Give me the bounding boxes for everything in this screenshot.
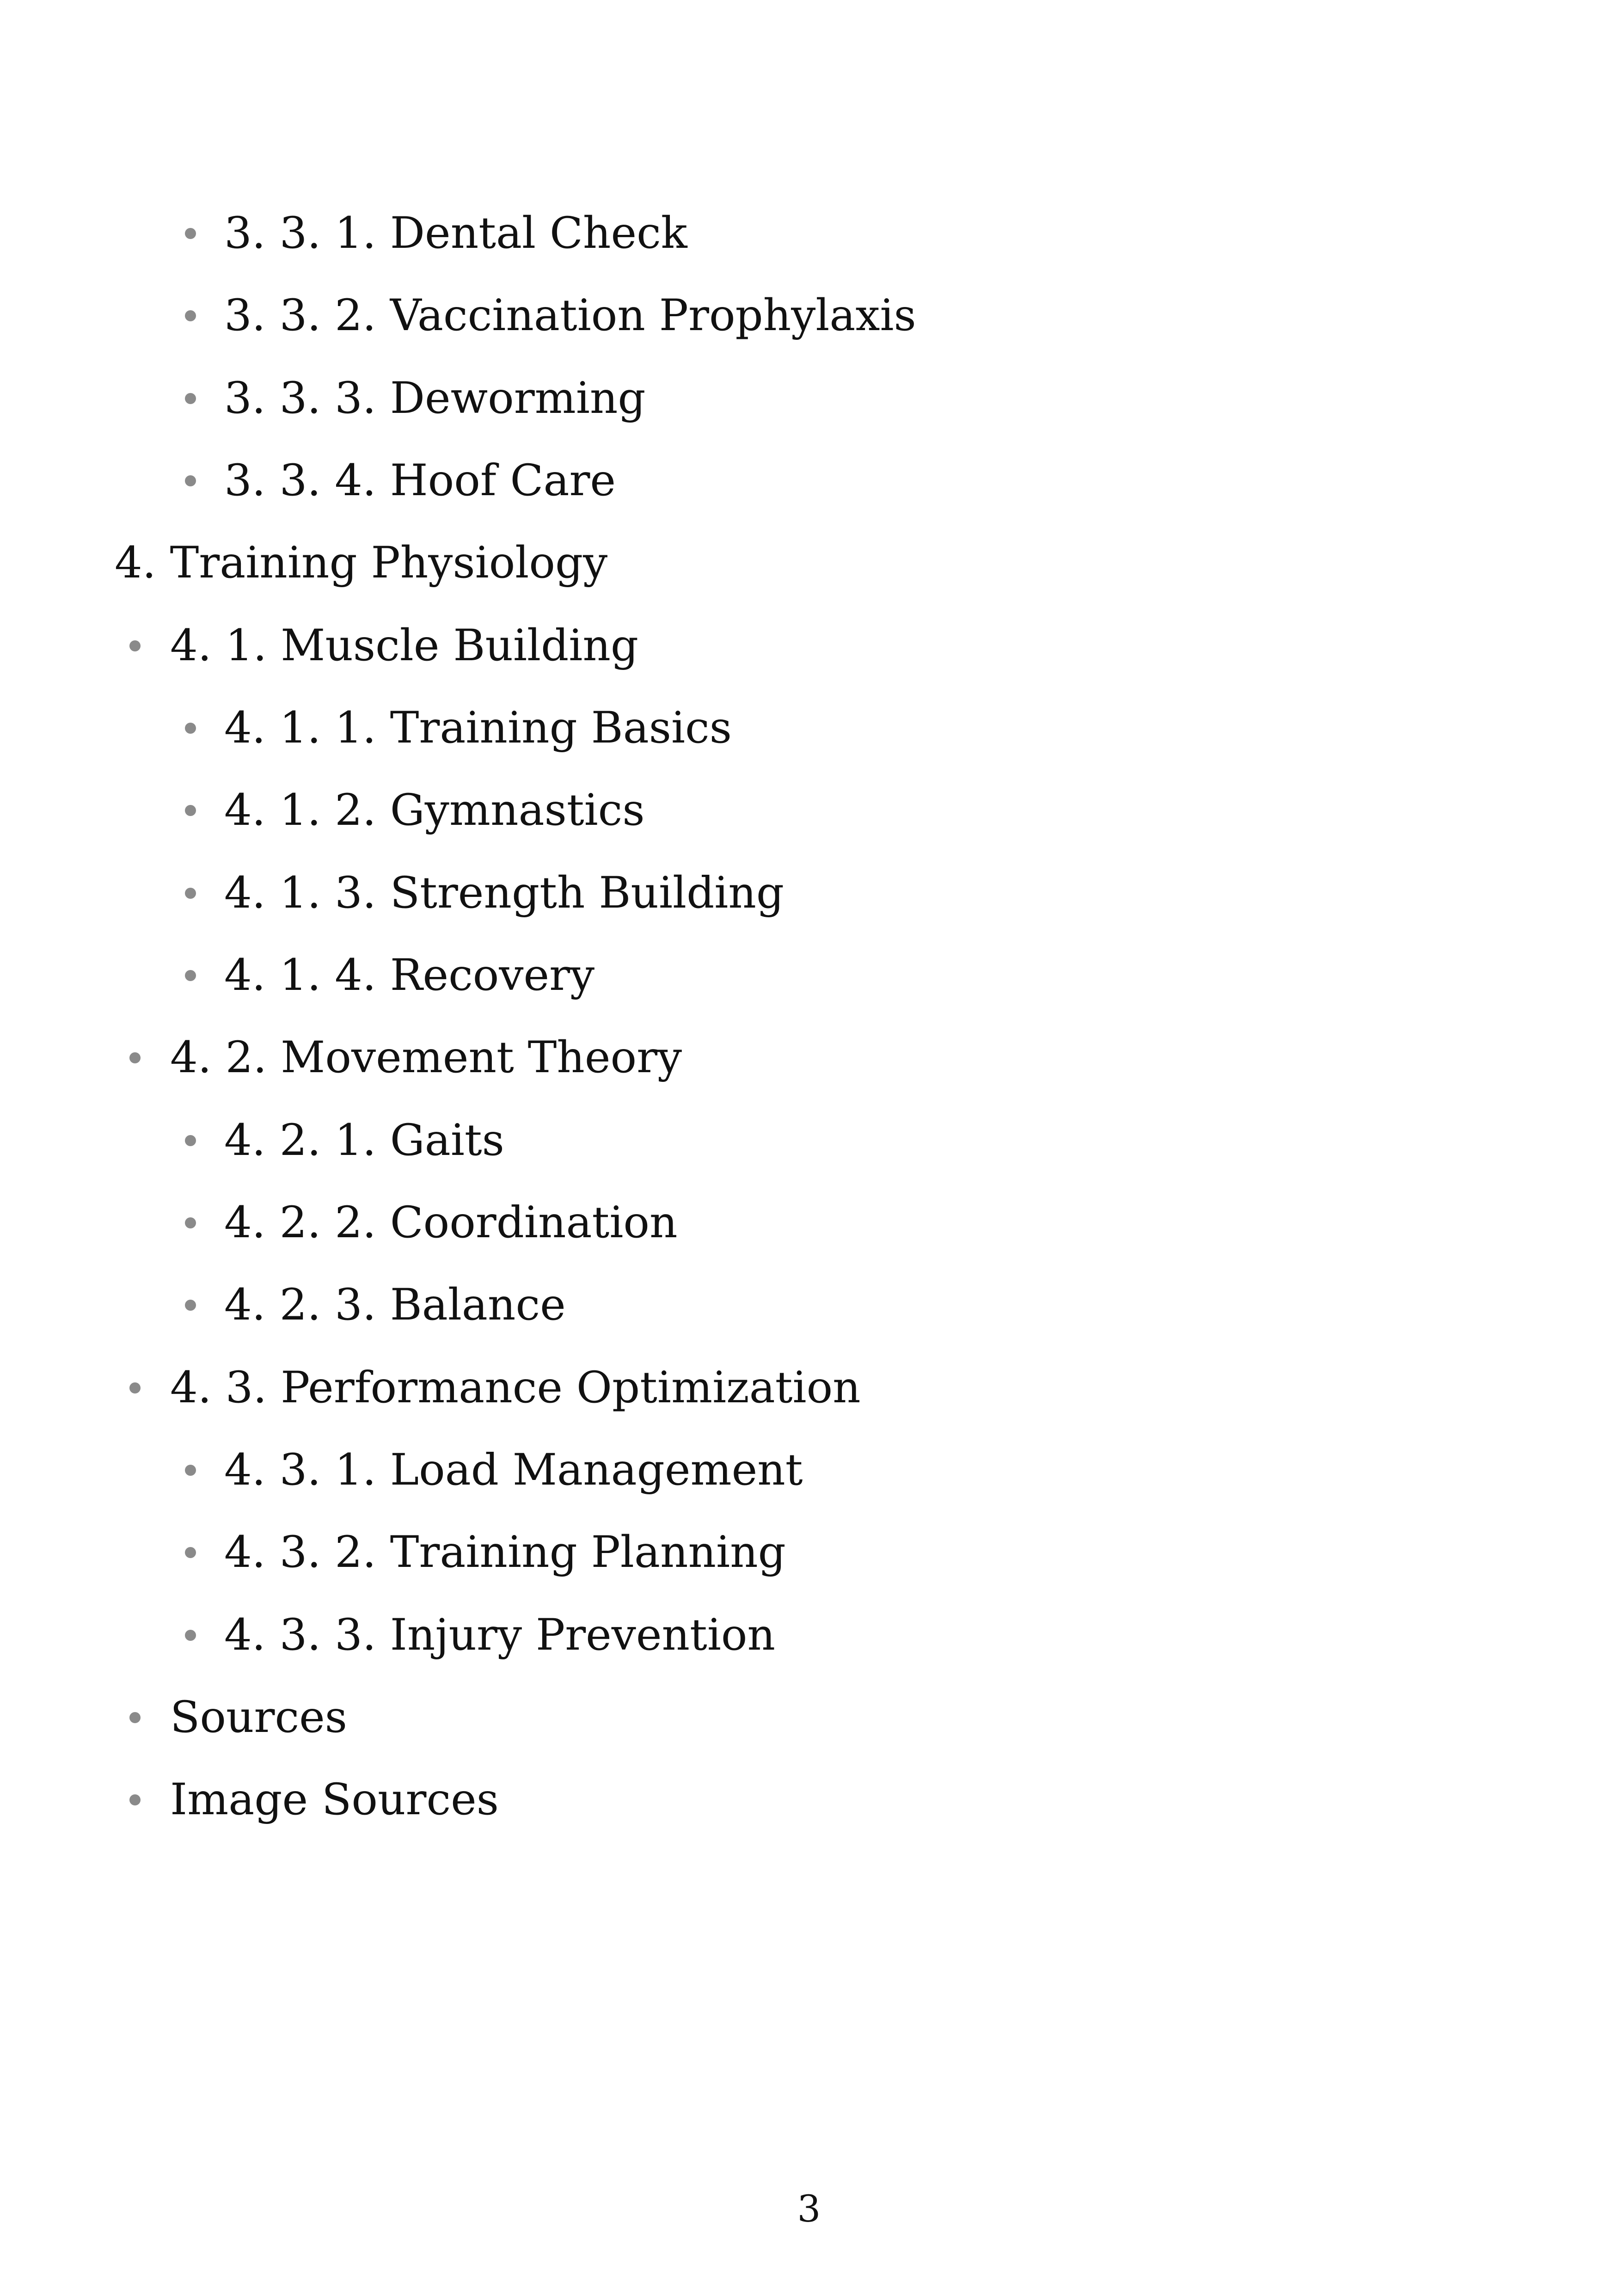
toc-entry-label: 4. 1. 2. Gymnastics <box>224 785 645 835</box>
toc-entry-4-3-2[interactable] <box>224 1527 786 1578</box>
toc-entry-3-3-4[interactable] <box>224 455 616 506</box>
toc-entry-label: 4. 2. 3. Balance <box>224 1280 566 1330</box>
bullet-icon <box>185 1465 196 1476</box>
toc-entry-image-sources[interactable] <box>170 1774 499 1825</box>
bullet-icon <box>129 1052 141 1063</box>
bullet-icon <box>185 970 196 981</box>
bullet-icon <box>129 640 141 651</box>
toc-entry-4-2-1[interactable] <box>224 1115 504 1166</box>
toc-entry-4-2-3[interactable] <box>224 1280 566 1330</box>
bullet-icon <box>129 1794 141 1805</box>
toc-entry-4-1[interactable] <box>170 620 639 671</box>
toc-entry-4-3[interactable] <box>170 1363 861 1413</box>
toc-entry-label: 4. 3. Performance Optimization <box>170 1363 861 1413</box>
toc-entry-label: 3. 3. 3. Deworming <box>224 373 646 424</box>
page-number: 3 <box>797 2187 821 2230</box>
toc-entry-label: 4. 1. 3. Strength Building <box>224 868 784 918</box>
toc-entry-4-1-2[interactable] <box>224 785 645 835</box>
bullet-icon <box>129 1712 141 1723</box>
bullet-icon <box>185 1217 196 1228</box>
bullet-icon <box>185 805 196 816</box>
toc-entry-sources[interactable] <box>170 1692 347 1743</box>
toc-entry-3-3-1[interactable] <box>224 208 687 258</box>
toc-entry-3-3-3[interactable] <box>224 373 646 424</box>
toc-entry-label: 3. 3. 2. Vaccination Prophylaxis <box>224 290 916 341</box>
toc-entry-label: 4. 2. 2. Coordination <box>224 1197 678 1248</box>
toc-entry-4-3-1[interactable] <box>224 1445 803 1495</box>
bullet-icon <box>185 723 196 734</box>
toc-entry-label: 3. 3. 4. Hoof Care <box>224 455 616 506</box>
toc-entry-label: 4. 3. 3. Injury Prevention <box>224 1610 776 1660</box>
toc-entry-label: 4. 1. 4. Recovery <box>224 950 595 1001</box>
bullet-icon <box>185 475 196 486</box>
toc-entry-4-1-3[interactable] <box>224 868 784 918</box>
bullet-icon <box>185 228 196 239</box>
toc-entry-label: 3. 3. 1. Dental Check <box>224 208 687 258</box>
bullet-icon <box>185 310 196 321</box>
toc-entry-label: 4. 2. Movement Theory <box>170 1032 682 1083</box>
toc-entry-label: 4. 1. Muscle Building <box>170 620 639 671</box>
bullet-icon <box>129 1382 141 1394</box>
bullet-icon <box>185 1630 196 1641</box>
toc-entry-label: 4. Training Physiology <box>115 538 608 588</box>
toc-entry-4-2-2[interactable] <box>224 1197 678 1248</box>
toc-entry-3-3-2[interactable] <box>224 290 916 341</box>
bullet-icon <box>185 888 196 899</box>
toc-entry-4-2[interactable] <box>170 1032 682 1083</box>
toc-entry-4-1-4[interactable] <box>224 950 595 1001</box>
toc-entry-label: 4. 2. 1. Gaits <box>224 1115 504 1166</box>
bullet-icon <box>185 393 196 404</box>
bullet-icon <box>185 1135 196 1146</box>
toc-entry-label: Sources <box>170 1692 347 1743</box>
toc-entry-label: 4. 3. 1. Load Management <box>224 1445 803 1495</box>
toc-entry-4[interactable] <box>115 538 608 588</box>
bullet-icon <box>185 1300 196 1311</box>
toc-entry-4-1-1[interactable] <box>224 703 732 753</box>
toc-entry-4-3-3[interactable] <box>224 1610 776 1660</box>
toc-entry-label: 4. 1. 1. Training Basics <box>224 703 732 753</box>
toc-entry-label: Image Sources <box>170 1774 499 1825</box>
bullet-icon <box>185 1547 196 1558</box>
toc-entry-label: 4. 3. 2. Training Planning <box>224 1527 786 1578</box>
